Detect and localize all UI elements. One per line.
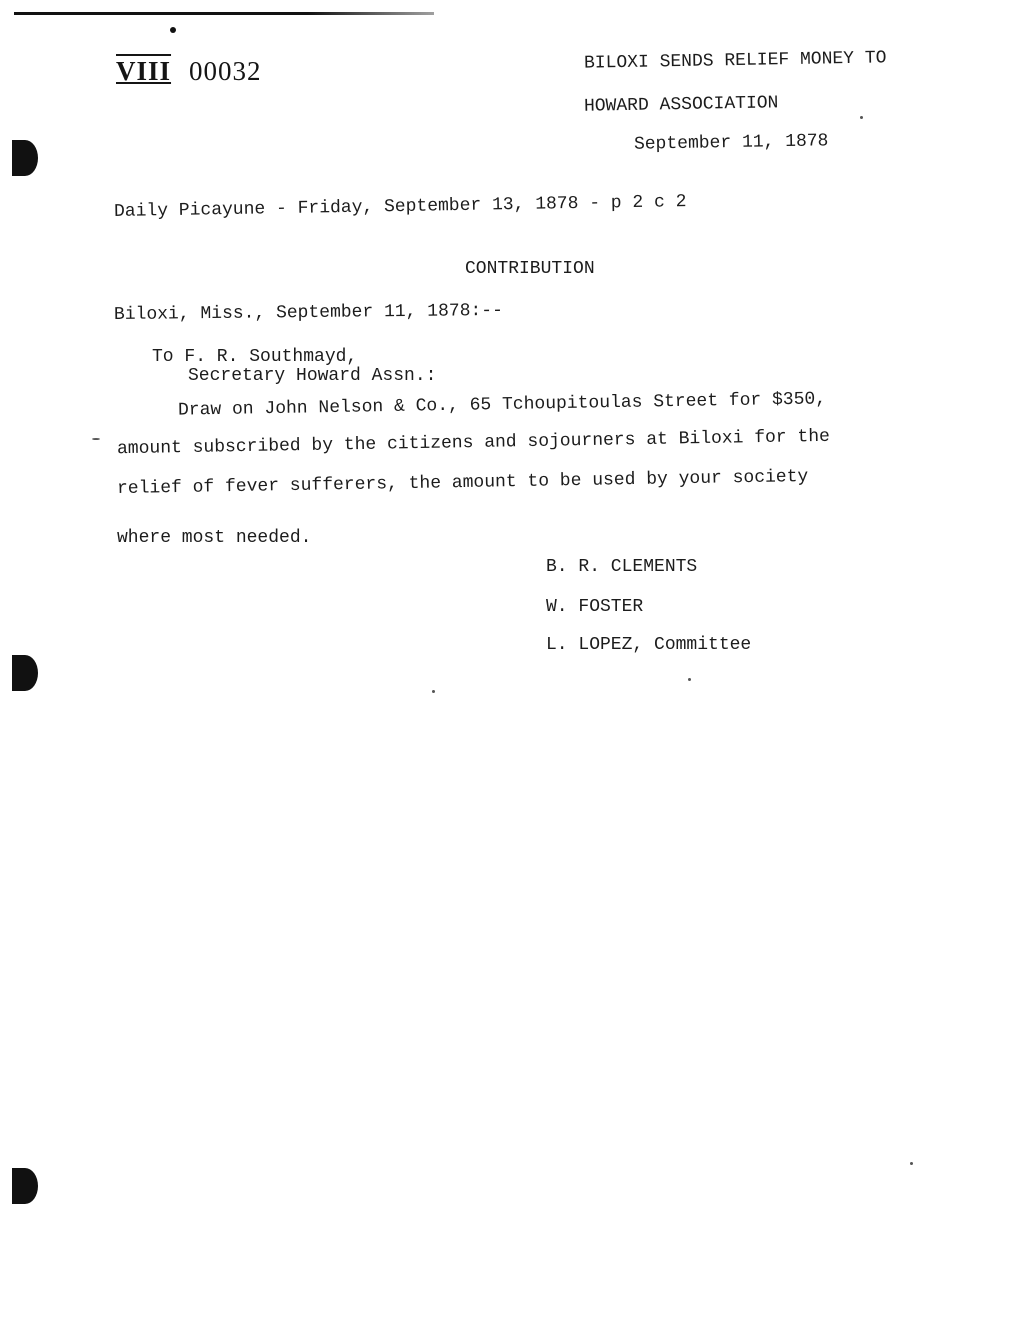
document-number [116,56,262,87]
headline-date: September 11, 1878 [633,131,829,155]
address-line-1: To F. R. Southmayd, [152,347,358,367]
signature-clements: B. R. CLEMENTS [546,557,698,577]
punch-hole [12,140,38,176]
archive-number: 00032 [189,56,262,86]
punch-hole [12,1168,38,1204]
roman-numeral: VIII [116,56,172,86]
body-line: amount subscribed by the citizens and sojourners at Biloxi for the [116,426,831,460]
signature-foster: W. FOSTER [546,597,644,617]
headline-line-1: BILOXI SENDS RELIEF MONEY TO [583,48,887,74]
section-title: CONTRIBUTION [465,259,595,279]
punch-hole [12,655,38,691]
body-line: where most needed. [117,528,312,548]
signature-lopez: L. LOPEZ, Committee [546,635,752,655]
body-line: Draw on John Nelson & Co., 65 Tchoupitoulas Street for $350, [177,389,827,421]
dateline: Biloxi, Miss., September 11, 1878:-- [113,300,503,326]
top-border-line [14,12,434,15]
address-line-2: Secretary Howard Assn.: [188,366,437,386]
newspaper-citation: Daily Picayune - Friday, September 13, 1878 - p 2 c 2 [113,192,687,222]
body-line: relief of fever sufferers, the amount to be used by your society [116,466,809,500]
headline-line-2: HOWARD ASSOCIATION [583,93,779,117]
ink-dot [170,27,176,33]
